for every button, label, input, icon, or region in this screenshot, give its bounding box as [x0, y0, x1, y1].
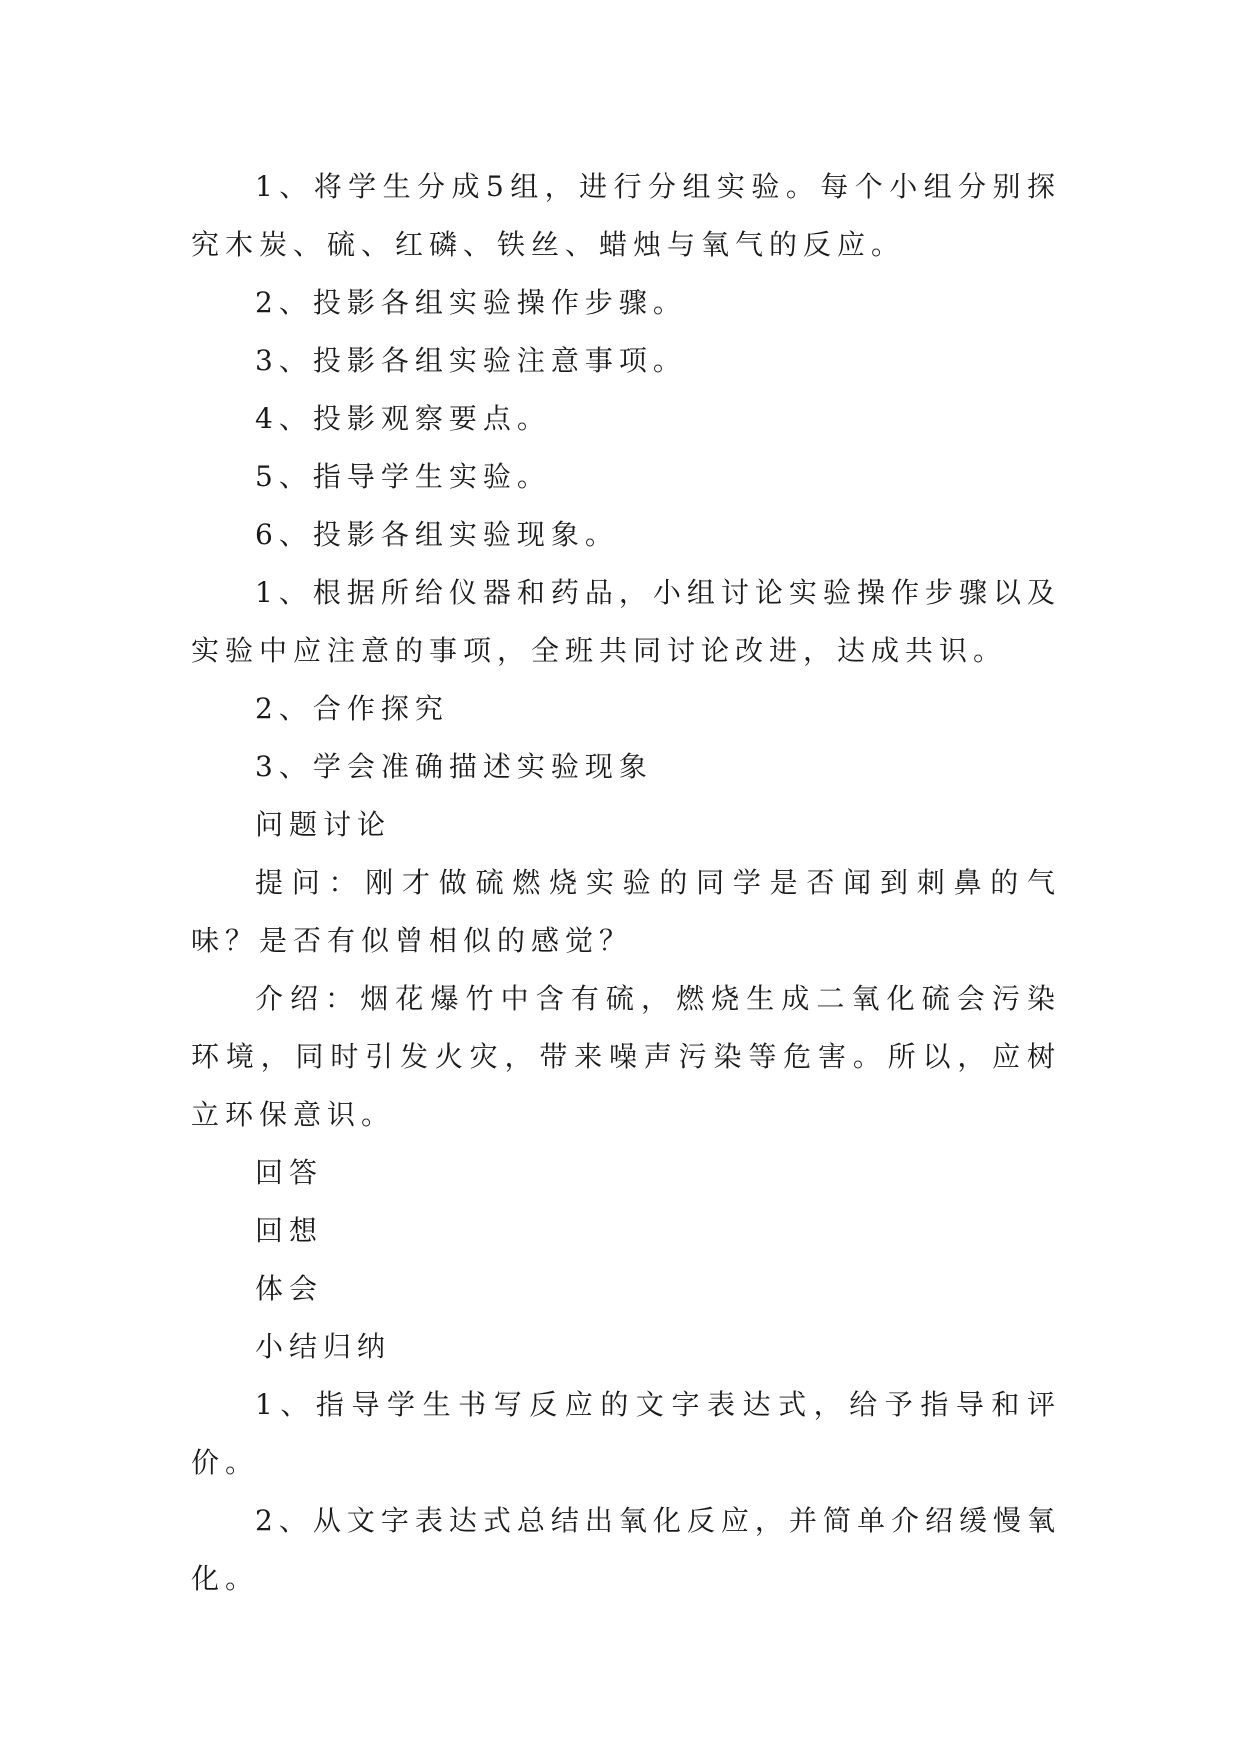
paragraph-project-steps: 2、投影各组实验操作步骤。 [255, 286, 687, 319]
paragraph-cooperative-inquiry: 2、合作探究 [255, 692, 449, 725]
paragraph-word-equation: 1、指导学生书写反应的文字表达式，给予指导和评价。 [191, 1388, 1061, 1479]
paragraph-question-discussion: 问题讨论 [255, 808, 392, 841]
paragraph-answer: 回答 [255, 1156, 324, 1189]
paragraph-describe-phenomena: 3、学会准确描述实验现象 [255, 750, 653, 783]
paragraph-question: 提问：刚才做硫燃烧实验的同学是否闻到刺鼻的气味？是否有似曾相似的感觉？ [191, 866, 1061, 957]
paragraph-summary-heading: 小结归纳 [255, 1330, 392, 1363]
paragraph-project-cautions: 3、投影各组实验注意事项。 [255, 344, 687, 377]
paragraph-guide-experiment: 5、指导学生实验。 [255, 460, 551, 493]
paragraph-project-observation: 4、投影观察要点。 [255, 402, 551, 435]
paragraph-project-phenomena: 6、投影各组实验现象。 [255, 518, 619, 551]
paragraph-group-experiment: 1、将学生分成5组，进行分组实验。每个小组分别探究木炭、硫、红磷、铁丝、蜡烛与氧气的反应。 [191, 170, 1061, 261]
paragraph-discuss-steps: 1、根据所给仪器和药品，小组讨论实验操作步骤以及实验中应注意的事项，全班共同讨论改进，达成共识。 [191, 576, 1061, 667]
paragraph-introduction: 介绍：烟花爆竹中含有硫，燃烧生成二氧化硫会污染环境，同时引发火灾，带来噪声污染等危害。所以，应树立环保意识。 [191, 982, 1061, 1131]
paragraph-experience: 体会 [255, 1272, 324, 1305]
document-body [191, 158, 1061, 1608]
paragraph-recall: 回想 [255, 1214, 324, 1247]
paragraph-oxidation-summary: 2、从文字表达式总结出氧化反应，并简单介绍缓慢氧化。 [191, 1504, 1061, 1595]
